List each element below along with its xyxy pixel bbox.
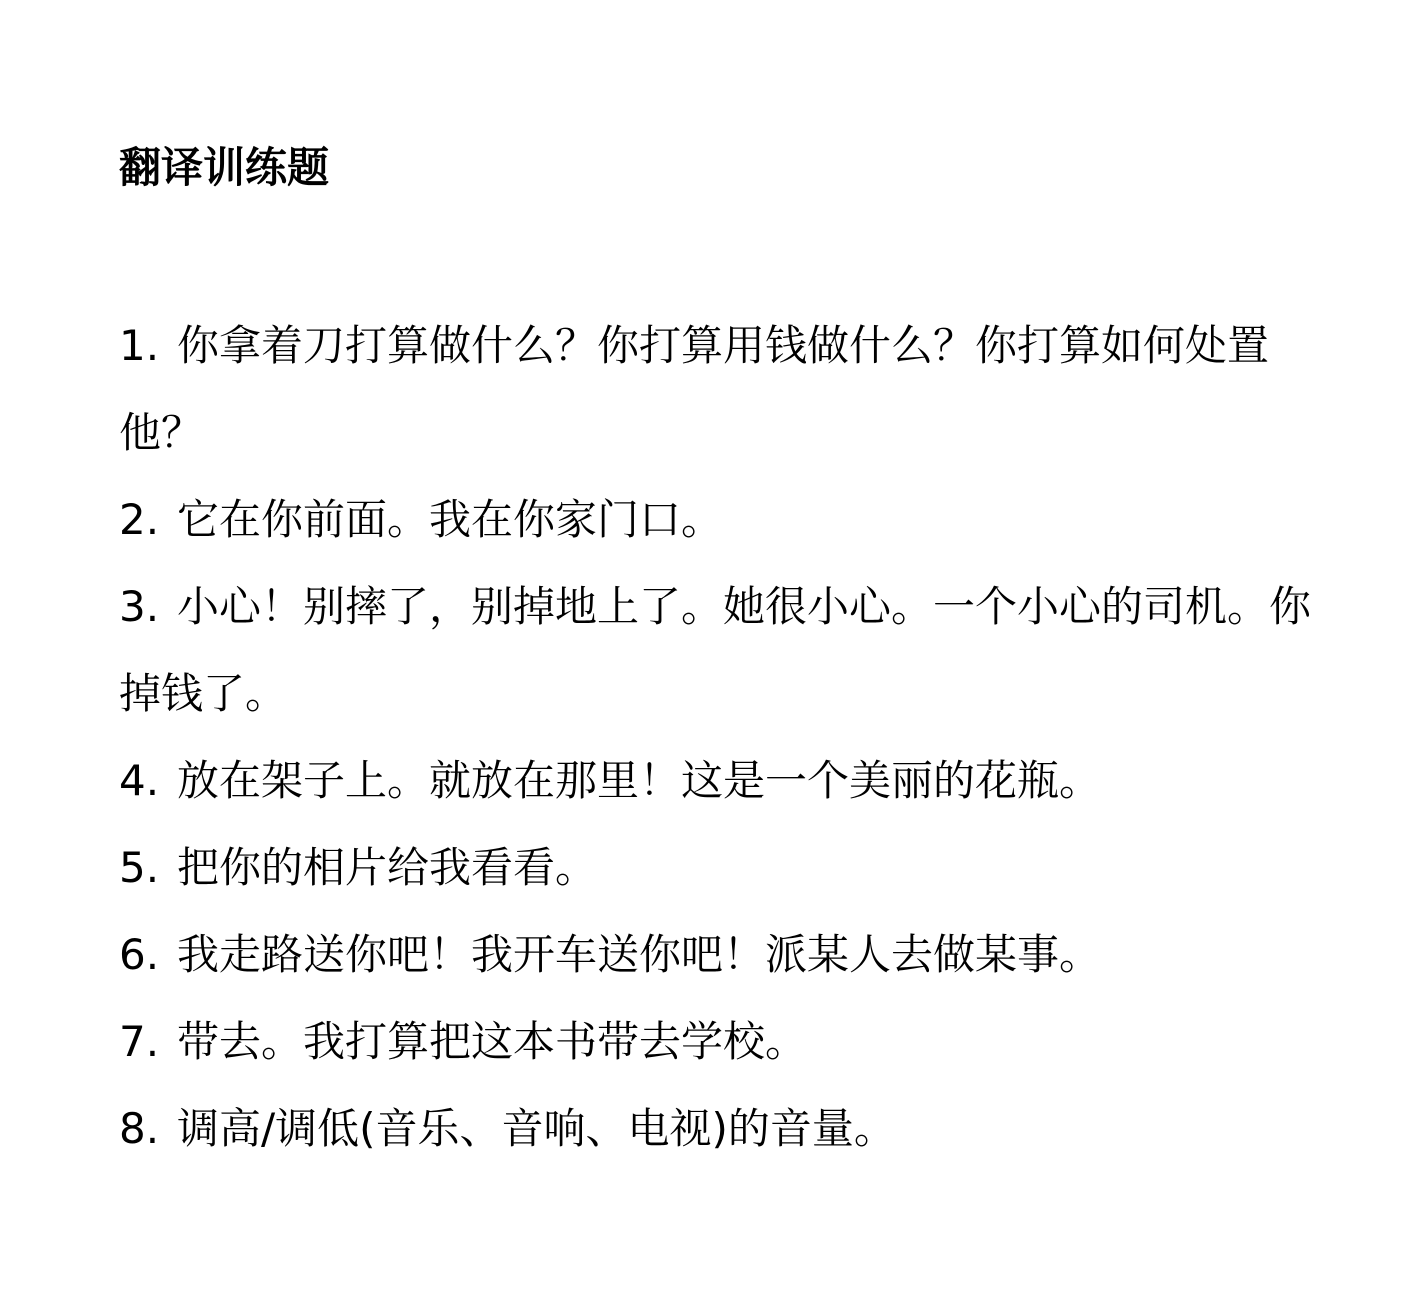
item-text: 把你的相片给我看看。 bbox=[177, 843, 598, 892]
list-item bbox=[119, 824, 1319, 911]
list-item bbox=[119, 737, 1319, 824]
item-text: 我走路送你吧！我开车送你吧！派某人去做某事。 bbox=[177, 930, 1102, 979]
item-number: 1. bbox=[119, 321, 160, 370]
item-number: 5. bbox=[119, 843, 160, 892]
item-text: 带去。我打算把这本书带去学校。 bbox=[177, 1017, 808, 1066]
item-number: 4. bbox=[119, 756, 160, 805]
item-text: 放在架子上。就放在那里！这是一个美丽的花瓶。 bbox=[177, 756, 1102, 805]
item-number: 3. bbox=[119, 582, 160, 631]
list-item bbox=[119, 563, 1319, 737]
item-text: 小心！别摔了，别掉地上了。她很小心。一个小心的司机。你掉钱了。 bbox=[119, 582, 1312, 718]
item-text: 你拿着刀打算做什么？你打算用钱做什么？你打算如何处置他？ bbox=[119, 321, 1270, 457]
exercise-list bbox=[119, 302, 1319, 1172]
item-number: 6. bbox=[119, 930, 160, 979]
list-item bbox=[119, 476, 1319, 563]
list-item bbox=[119, 1085, 1319, 1172]
item-number: 7. bbox=[119, 1017, 160, 1066]
item-number: 2. bbox=[119, 495, 160, 544]
item-text: 调高/调低(音乐、音响、电视)的音量。 bbox=[177, 1104, 896, 1153]
list-item bbox=[119, 998, 1319, 1085]
item-text: 它在你前面。我在你家门口。 bbox=[177, 495, 724, 544]
document-page bbox=[119, 138, 1319, 1172]
document-title: 翻译训练题 bbox=[119, 143, 330, 192]
list-item bbox=[119, 911, 1319, 998]
list-item bbox=[119, 302, 1319, 476]
item-number: 8. bbox=[119, 1104, 160, 1153]
